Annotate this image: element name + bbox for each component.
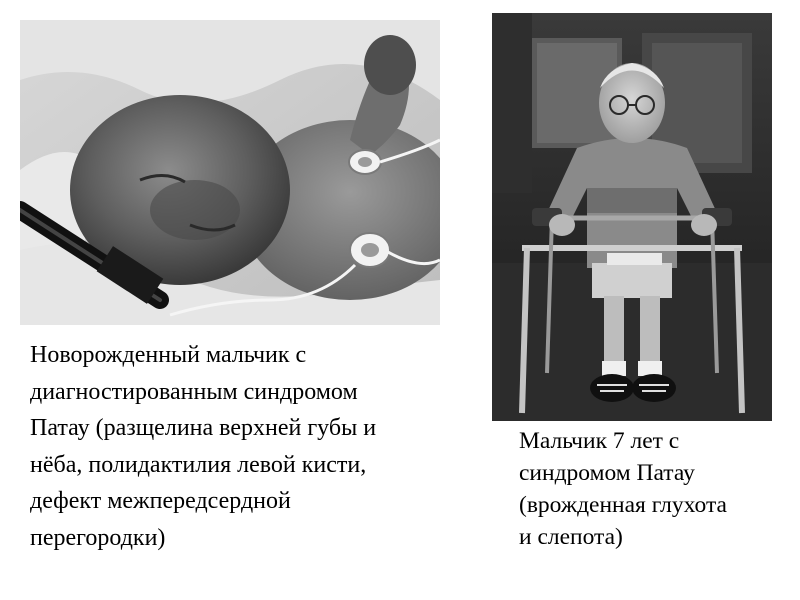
newborn-caption: Новорожденный мальчик с диагностированным синдромом Патау (разщелина верхней губы и нёба, полидактилия левой кисти, дефект межпередсердной перегородки)	[30, 342, 377, 551]
newborn-photo-image	[20, 20, 440, 325]
boy-with-walker-photo	[492, 13, 772, 421]
boy-caption: Мальчик 7 лет с синдромом Патау (врожденная глухота и слепота)	[519, 428, 727, 550]
newborn-photo	[20, 20, 440, 325]
boy-photo-image	[492, 13, 772, 421]
